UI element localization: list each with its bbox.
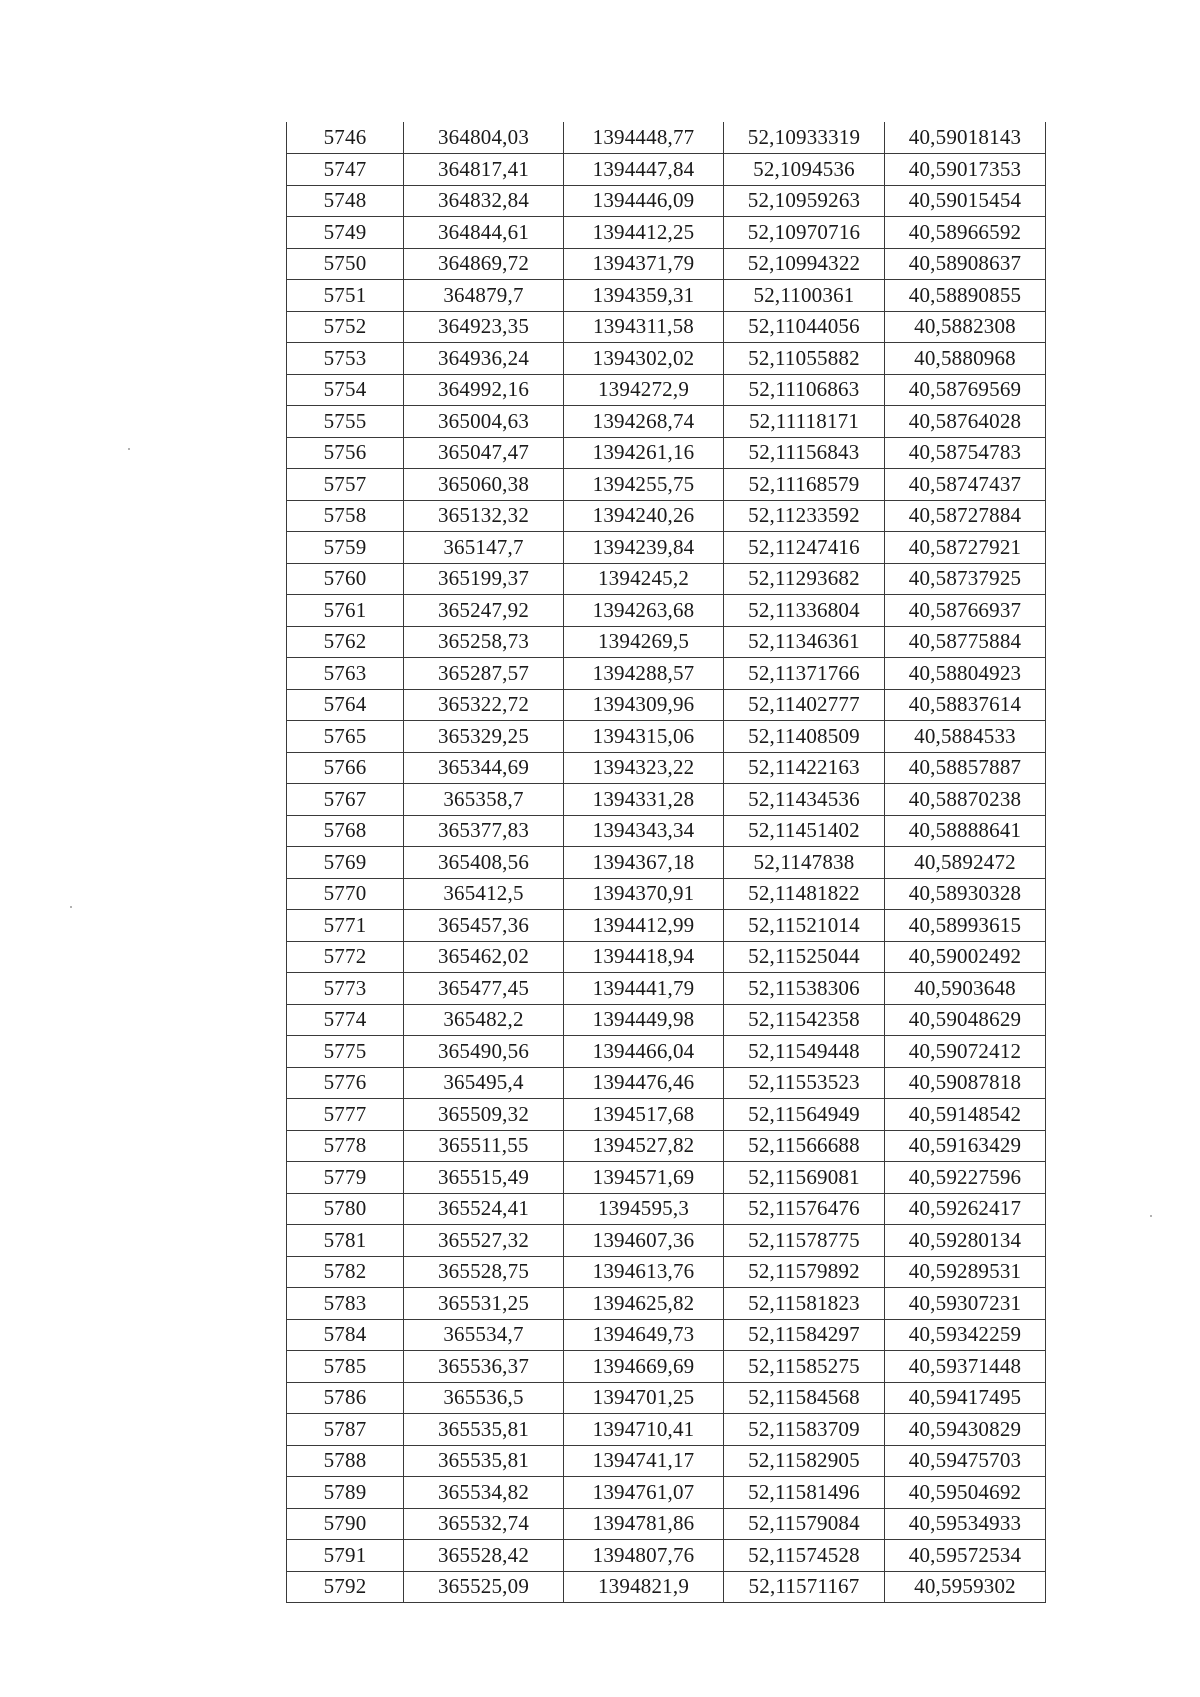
cell-y: 1394311,58 xyxy=(564,311,724,343)
table-row xyxy=(287,1288,1046,1320)
cell-y: 1394517,68 xyxy=(564,1099,724,1131)
cell-y: 1394367,18 xyxy=(564,847,724,879)
cell-lat: 52,11106863 xyxy=(724,374,885,406)
cell-lat: 52,11156843 xyxy=(724,437,885,469)
cell-lat: 52,11521014 xyxy=(724,910,885,942)
cell-y: 1394412,25 xyxy=(564,217,724,249)
cell-lon: 40,59280134 xyxy=(885,1225,1046,1257)
cell-x: 365536,5 xyxy=(404,1382,564,1414)
cell-y: 1394371,79 xyxy=(564,248,724,280)
table-row xyxy=(287,122,1046,154)
cell-lon: 40,59048629 xyxy=(885,1004,1046,1036)
cell-x: 365358,7 xyxy=(404,784,564,816)
cell-lon: 40,58870238 xyxy=(885,784,1046,816)
cell-lat: 52,10933319 xyxy=(724,122,885,154)
table-row xyxy=(287,1508,1046,1540)
cell-x: 365532,74 xyxy=(404,1508,564,1540)
cell-y: 1394255,75 xyxy=(564,469,724,501)
cell-y: 1394288,57 xyxy=(564,658,724,690)
table-row xyxy=(287,1351,1046,1383)
cell-y: 1394607,36 xyxy=(564,1225,724,1257)
cell-id: 5789 xyxy=(287,1477,404,1509)
cell-x: 365524,41 xyxy=(404,1193,564,1225)
cell-lat: 52,11336804 xyxy=(724,595,885,627)
cell-id: 5764 xyxy=(287,689,404,721)
cell-lat: 52,1100361 xyxy=(724,280,885,312)
cell-y: 1394261,16 xyxy=(564,437,724,469)
cell-y: 1394268,74 xyxy=(564,406,724,438)
cell-lon: 40,5903648 xyxy=(885,973,1046,1005)
cell-x: 365329,25 xyxy=(404,721,564,753)
cell-x: 365247,92 xyxy=(404,595,564,627)
cell-x: 364804,03 xyxy=(404,122,564,154)
cell-x: 365457,36 xyxy=(404,910,564,942)
table-row xyxy=(287,1162,1046,1194)
cell-lon: 40,58727884 xyxy=(885,500,1046,532)
cell-lat: 52,11583709 xyxy=(724,1414,885,1446)
cell-y: 1394359,31 xyxy=(564,280,724,312)
table-row xyxy=(287,1256,1046,1288)
cell-lat: 52,11481822 xyxy=(724,878,885,910)
cell-y: 1394701,25 xyxy=(564,1382,724,1414)
cell-id: 5749 xyxy=(287,217,404,249)
cell-x: 365495,4 xyxy=(404,1067,564,1099)
cell-y: 1394343,34 xyxy=(564,815,724,847)
cell-lat: 52,11549448 xyxy=(724,1036,885,1068)
cell-x: 365509,32 xyxy=(404,1099,564,1131)
cell-lon: 40,59148542 xyxy=(885,1099,1046,1131)
cell-id: 5766 xyxy=(287,752,404,784)
cell-x: 365408,56 xyxy=(404,847,564,879)
table-row xyxy=(287,1445,1046,1477)
cell-id: 5788 xyxy=(287,1445,404,1477)
cell-lat: 52,11402777 xyxy=(724,689,885,721)
cell-lat: 52,11581496 xyxy=(724,1477,885,1509)
cell-id: 5781 xyxy=(287,1225,404,1257)
cell-x: 365534,7 xyxy=(404,1319,564,1351)
cell-x: 365534,82 xyxy=(404,1477,564,1509)
cell-x: 365531,25 xyxy=(404,1288,564,1320)
cell-x: 365147,7 xyxy=(404,532,564,564)
cell-id: 5791 xyxy=(287,1540,404,1572)
cell-x: 364844,61 xyxy=(404,217,564,249)
cell-y: 1394323,22 xyxy=(564,752,724,784)
cell-x: 365511,55 xyxy=(404,1130,564,1162)
cell-lat: 52,11451402 xyxy=(724,815,885,847)
cell-lat: 52,11582905 xyxy=(724,1445,885,1477)
cell-lat: 52,11422163 xyxy=(724,752,885,784)
cell-y: 1394710,41 xyxy=(564,1414,724,1446)
cell-lat: 52,11566688 xyxy=(724,1130,885,1162)
cell-x: 365515,49 xyxy=(404,1162,564,1194)
cell-y: 1394807,76 xyxy=(564,1540,724,1572)
table-row xyxy=(287,721,1046,753)
cell-y: 1394239,84 xyxy=(564,532,724,564)
cell-y: 1394527,82 xyxy=(564,1130,724,1162)
cell-x: 364936,24 xyxy=(404,343,564,375)
cell-lon: 40,58747437 xyxy=(885,469,1046,501)
cell-lon: 40,58890855 xyxy=(885,280,1046,312)
cell-lat: 52,11571167 xyxy=(724,1571,885,1603)
cell-lat: 52,11408509 xyxy=(724,721,885,753)
table-row xyxy=(287,563,1046,595)
cell-x: 365004,63 xyxy=(404,406,564,438)
cell-lon: 40,58804923 xyxy=(885,658,1046,690)
cell-lat: 52,11055882 xyxy=(724,343,885,375)
cell-id: 5761 xyxy=(287,595,404,627)
cell-lon: 40,58737925 xyxy=(885,563,1046,595)
cell-id: 5783 xyxy=(287,1288,404,1320)
cell-lon: 40,58888641 xyxy=(885,815,1046,847)
cell-lat: 52,11346361 xyxy=(724,626,885,658)
cell-id: 5776 xyxy=(287,1067,404,1099)
cell-y: 1394418,94 xyxy=(564,941,724,973)
table-row xyxy=(287,752,1046,784)
table-row xyxy=(287,1319,1046,1351)
cell-lat: 52,1147838 xyxy=(724,847,885,879)
cell-lat: 52,11233592 xyxy=(724,500,885,532)
cell-lon: 40,59018143 xyxy=(885,122,1046,154)
table-row xyxy=(287,1414,1046,1446)
cell-lon: 40,59002492 xyxy=(885,941,1046,973)
cell-lat: 52,11576476 xyxy=(724,1193,885,1225)
cell-y: 1394441,79 xyxy=(564,973,724,1005)
cell-lon: 40,58727921 xyxy=(885,532,1046,564)
cell-lat: 52,11247416 xyxy=(724,532,885,564)
cell-y: 1394302,02 xyxy=(564,343,724,375)
table-row xyxy=(287,500,1046,532)
cell-lat: 52,11584297 xyxy=(724,1319,885,1351)
cell-id: 5765 xyxy=(287,721,404,753)
table-row xyxy=(287,154,1046,186)
cell-y: 1394669,69 xyxy=(564,1351,724,1383)
table-row xyxy=(287,280,1046,312)
cell-x: 365528,42 xyxy=(404,1540,564,1572)
cell-lon: 40,59262417 xyxy=(885,1193,1046,1225)
cell-lat: 52,11538306 xyxy=(724,973,885,1005)
table-row xyxy=(287,658,1046,690)
cell-lon: 40,58764028 xyxy=(885,406,1046,438)
cell-x: 364879,7 xyxy=(404,280,564,312)
cell-id: 5757 xyxy=(287,469,404,501)
cell-id: 5779 xyxy=(287,1162,404,1194)
cell-x: 365132,32 xyxy=(404,500,564,532)
cell-id: 5763 xyxy=(287,658,404,690)
cell-lon: 40,59087818 xyxy=(885,1067,1046,1099)
cell-y: 1394309,96 xyxy=(564,689,724,721)
cell-lon: 40,59430829 xyxy=(885,1414,1046,1446)
cell-id: 5769 xyxy=(287,847,404,879)
cell-lon: 40,58857887 xyxy=(885,752,1046,784)
table-row xyxy=(287,217,1046,249)
cell-lon: 40,59475703 xyxy=(885,1445,1046,1477)
cell-lon: 40,59342259 xyxy=(885,1319,1046,1351)
cell-id: 5759 xyxy=(287,532,404,564)
table-row xyxy=(287,406,1046,438)
cell-id: 5747 xyxy=(287,154,404,186)
cell-lat: 52,11574528 xyxy=(724,1540,885,1572)
cell-id: 5790 xyxy=(287,1508,404,1540)
cell-lon: 40,5892472 xyxy=(885,847,1046,879)
table-row xyxy=(287,1540,1046,1572)
cell-lat: 52,1094536 xyxy=(724,154,885,186)
cell-lon: 40,59017353 xyxy=(885,154,1046,186)
table-row xyxy=(287,595,1046,627)
cell-lon: 40,5880968 xyxy=(885,343,1046,375)
cell-id: 5756 xyxy=(287,437,404,469)
cell-y: 1394370,91 xyxy=(564,878,724,910)
cell-lat: 52,11525044 xyxy=(724,941,885,973)
cell-lat: 52,11585275 xyxy=(724,1351,885,1383)
cell-y: 1394446,09 xyxy=(564,185,724,217)
table-row xyxy=(287,784,1046,816)
cell-lat: 52,10970716 xyxy=(724,217,885,249)
cell-y: 1394741,17 xyxy=(564,1445,724,1477)
cell-lon: 40,58930328 xyxy=(885,878,1046,910)
cell-lon: 40,5884533 xyxy=(885,721,1046,753)
table-row xyxy=(287,878,1046,910)
cell-lon: 40,58754783 xyxy=(885,437,1046,469)
table-row xyxy=(287,311,1046,343)
cell-lon: 40,58908637 xyxy=(885,248,1046,280)
table-row xyxy=(287,532,1046,564)
cell-y: 1394240,26 xyxy=(564,500,724,532)
cell-id: 5782 xyxy=(287,1256,404,1288)
table-row xyxy=(287,689,1046,721)
cell-lon: 40,59417495 xyxy=(885,1382,1046,1414)
cell-x: 365287,57 xyxy=(404,658,564,690)
cell-id: 5771 xyxy=(287,910,404,942)
cell-y: 1394272,9 xyxy=(564,374,724,406)
cell-lon: 40,5882308 xyxy=(885,311,1046,343)
cell-x: 364817,41 xyxy=(404,154,564,186)
cell-x: 365535,81 xyxy=(404,1445,564,1477)
cell-x: 365527,32 xyxy=(404,1225,564,1257)
table-row xyxy=(287,248,1046,280)
cell-x: 365060,38 xyxy=(404,469,564,501)
cell-x: 365047,47 xyxy=(404,437,564,469)
cell-lon: 40,58993615 xyxy=(885,910,1046,942)
cell-lon: 40,58837614 xyxy=(885,689,1046,721)
cell-id: 5752 xyxy=(287,311,404,343)
cell-id: 5758 xyxy=(287,500,404,532)
table-row xyxy=(287,1099,1046,1131)
table-row xyxy=(287,1477,1046,1509)
cell-y: 1394571,69 xyxy=(564,1162,724,1194)
cell-y: 1394821,9 xyxy=(564,1571,724,1603)
scan-speck xyxy=(128,448,130,450)
cell-id: 5773 xyxy=(287,973,404,1005)
cell-lon: 40,59072412 xyxy=(885,1036,1046,1068)
cell-y: 1394448,77 xyxy=(564,122,724,154)
cell-lat: 52,11584568 xyxy=(724,1382,885,1414)
cell-id: 5750 xyxy=(287,248,404,280)
table-row xyxy=(287,469,1046,501)
cell-id: 5768 xyxy=(287,815,404,847)
cell-lat: 52,11293682 xyxy=(724,563,885,595)
cell-lat: 52,11579892 xyxy=(724,1256,885,1288)
table-row xyxy=(287,1225,1046,1257)
cell-y: 1394315,06 xyxy=(564,721,724,753)
cell-lon: 40,58775884 xyxy=(885,626,1046,658)
cell-lat: 52,11564949 xyxy=(724,1099,885,1131)
cell-y: 1394625,82 xyxy=(564,1288,724,1320)
cell-x: 364992,16 xyxy=(404,374,564,406)
cell-y: 1394613,76 xyxy=(564,1256,724,1288)
cell-lat: 52,11578775 xyxy=(724,1225,885,1257)
cell-x: 365528,75 xyxy=(404,1256,564,1288)
cell-y: 1394331,28 xyxy=(564,784,724,816)
cell-lat: 52,11553523 xyxy=(724,1067,885,1099)
cell-x: 365525,09 xyxy=(404,1571,564,1603)
table-row xyxy=(287,847,1046,879)
cell-y: 1394476,46 xyxy=(564,1067,724,1099)
cell-id: 5762 xyxy=(287,626,404,658)
cell-x: 365535,81 xyxy=(404,1414,564,1446)
cell-id: 5785 xyxy=(287,1351,404,1383)
cell-y: 1394263,68 xyxy=(564,595,724,627)
cell-y: 1394447,84 xyxy=(564,154,724,186)
table-row xyxy=(287,941,1046,973)
table-row xyxy=(287,1193,1046,1225)
cell-lon: 40,59504692 xyxy=(885,1477,1046,1509)
cell-id: 5774 xyxy=(287,1004,404,1036)
cell-y: 1394245,2 xyxy=(564,563,724,595)
cell-id: 5770 xyxy=(287,878,404,910)
cell-id: 5786 xyxy=(287,1382,404,1414)
cell-lon: 40,59015454 xyxy=(885,185,1046,217)
cell-id: 5780 xyxy=(287,1193,404,1225)
table-row xyxy=(287,374,1046,406)
cell-lon: 40,58966592 xyxy=(885,217,1046,249)
cell-y: 1394412,99 xyxy=(564,910,724,942)
cell-lon: 40,59163429 xyxy=(885,1130,1046,1162)
cell-x: 365490,56 xyxy=(404,1036,564,1068)
cell-lat: 52,11044056 xyxy=(724,311,885,343)
cell-y: 1394649,73 xyxy=(564,1319,724,1351)
cell-id: 5787 xyxy=(287,1414,404,1446)
cell-id: 5775 xyxy=(287,1036,404,1068)
table-row xyxy=(287,1130,1046,1162)
table-row xyxy=(287,1382,1046,1414)
cell-lat: 52,10994322 xyxy=(724,248,885,280)
cell-id: 5760 xyxy=(287,563,404,595)
cell-x: 365462,02 xyxy=(404,941,564,973)
scan-speck xyxy=(1150,1215,1152,1217)
cell-lat: 52,11371766 xyxy=(724,658,885,690)
coordinates-table-body xyxy=(287,122,1046,1603)
cell-x: 365322,72 xyxy=(404,689,564,721)
cell-x: 365536,37 xyxy=(404,1351,564,1383)
table-row xyxy=(287,1004,1046,1036)
cell-x: 364869,72 xyxy=(404,248,564,280)
cell-y: 1394761,07 xyxy=(564,1477,724,1509)
cell-id: 5778 xyxy=(287,1130,404,1162)
cell-id: 5784 xyxy=(287,1319,404,1351)
cell-lon: 40,58769569 xyxy=(885,374,1046,406)
table-row xyxy=(287,1067,1046,1099)
cell-y: 1394595,3 xyxy=(564,1193,724,1225)
table-row xyxy=(287,343,1046,375)
cell-id: 5755 xyxy=(287,406,404,438)
cell-id: 5748 xyxy=(287,185,404,217)
cell-lon: 40,59289531 xyxy=(885,1256,1046,1288)
cell-lon: 40,5959302 xyxy=(885,1571,1046,1603)
coordinates-table xyxy=(286,122,1046,1603)
table-row xyxy=(287,910,1046,942)
table-row xyxy=(287,626,1046,658)
cell-id: 5767 xyxy=(287,784,404,816)
cell-id: 5772 xyxy=(287,941,404,973)
cell-lat: 52,11581823 xyxy=(724,1288,885,1320)
cell-x: 365477,45 xyxy=(404,973,564,1005)
cell-y: 1394466,04 xyxy=(564,1036,724,1068)
cell-x: 365344,69 xyxy=(404,752,564,784)
cell-x: 364832,84 xyxy=(404,185,564,217)
cell-id: 5751 xyxy=(287,280,404,312)
table-row xyxy=(287,1036,1046,1068)
table-row xyxy=(287,185,1046,217)
table-row xyxy=(287,973,1046,1005)
cell-lon: 40,59572534 xyxy=(885,1540,1046,1572)
table-row xyxy=(287,815,1046,847)
table-row xyxy=(287,437,1046,469)
cell-lon: 40,59534933 xyxy=(885,1508,1046,1540)
cell-id: 5777 xyxy=(287,1099,404,1131)
cell-lat: 52,11168579 xyxy=(724,469,885,501)
cell-lat: 52,10959263 xyxy=(724,185,885,217)
scan-speck xyxy=(70,906,72,908)
cell-lat: 52,11579084 xyxy=(724,1508,885,1540)
cell-lon: 40,58766937 xyxy=(885,595,1046,627)
cell-id: 5754 xyxy=(287,374,404,406)
cell-lon: 40,59227596 xyxy=(885,1162,1046,1194)
cell-lat: 52,11542358 xyxy=(724,1004,885,1036)
cell-id: 5746 xyxy=(287,122,404,154)
cell-y: 1394449,98 xyxy=(564,1004,724,1036)
table-row xyxy=(287,1571,1046,1603)
cell-lat: 52,11569081 xyxy=(724,1162,885,1194)
cell-lat: 52,11434536 xyxy=(724,784,885,816)
cell-x: 365377,83 xyxy=(404,815,564,847)
cell-y: 1394269,5 xyxy=(564,626,724,658)
cell-lon: 40,59307231 xyxy=(885,1288,1046,1320)
cell-x: 365199,37 xyxy=(404,563,564,595)
cell-lat: 52,11118171 xyxy=(724,406,885,438)
cell-x: 364923,35 xyxy=(404,311,564,343)
cell-x: 365412,5 xyxy=(404,878,564,910)
cell-x: 365258,73 xyxy=(404,626,564,658)
cell-id: 5792 xyxy=(287,1571,404,1603)
cell-id: 5753 xyxy=(287,343,404,375)
cell-lon: 40,59371448 xyxy=(885,1351,1046,1383)
cell-y: 1394781,86 xyxy=(564,1508,724,1540)
cell-x: 365482,2 xyxy=(404,1004,564,1036)
